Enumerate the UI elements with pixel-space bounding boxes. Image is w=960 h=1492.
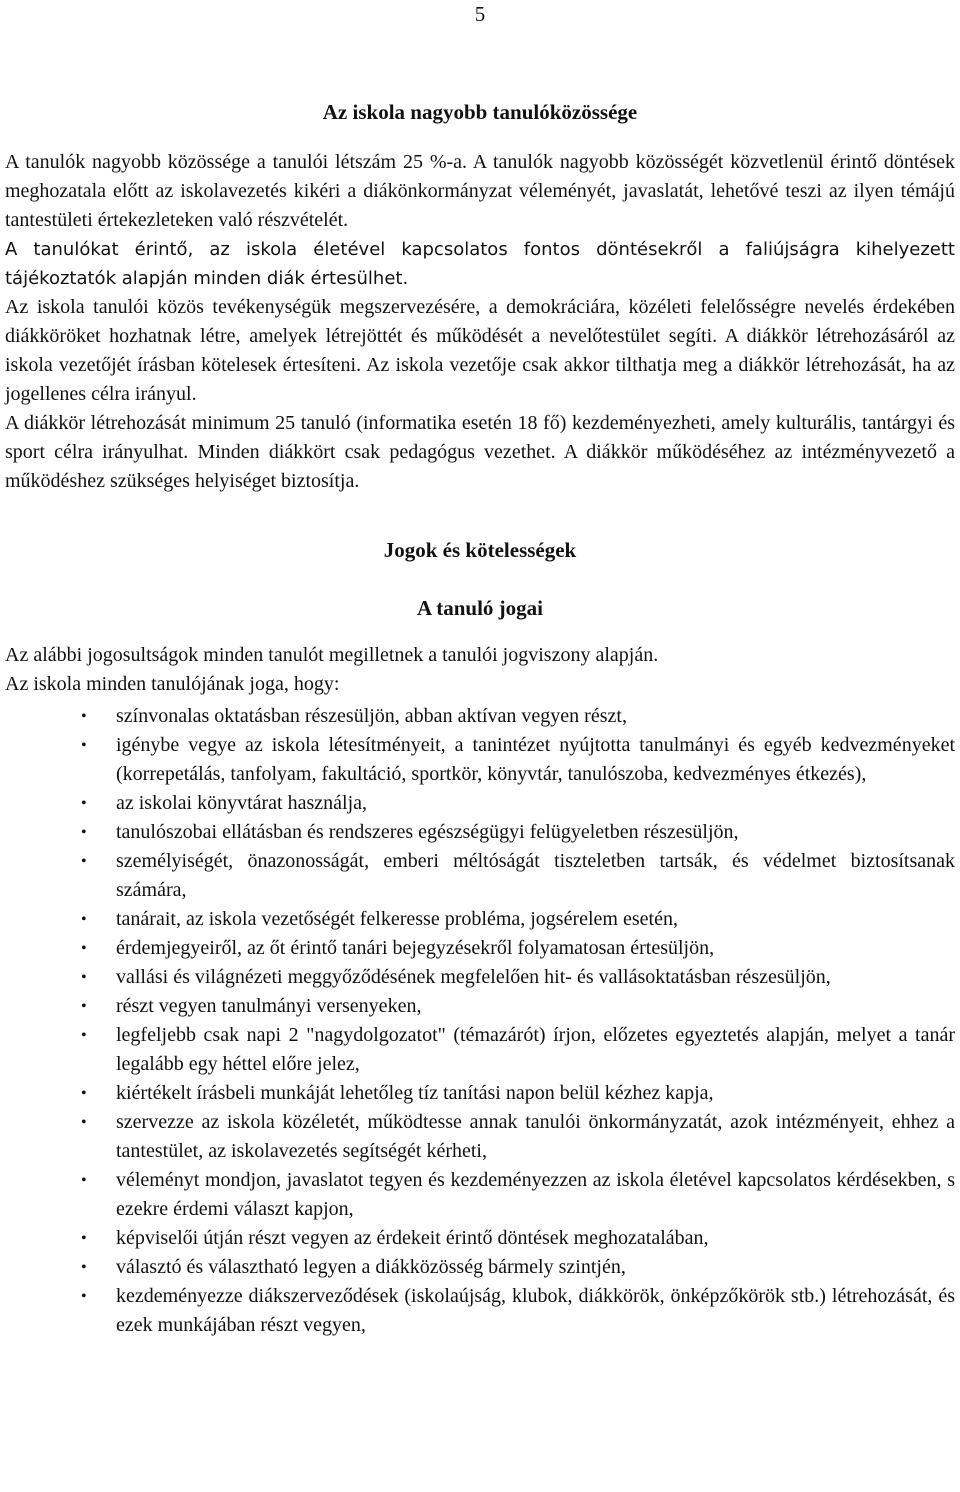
list-item-text: véleményt mondjon, javaslatot tegyen és kezdeményezzen az iskola életével kapcsolatos kérdésekben, s ezekre érdemi választ kapjon,	[116, 1169, 955, 1220]
list-item	[5, 1108, 955, 1166]
list-item-text: kiértékelt írásbeli munkáját lehetőleg tíz tanítási napon belül kézhez kapja,	[116, 1082, 714, 1104]
section-title-community: Az iskola nagyobb tanulóközössége	[322, 100, 638, 124]
paragraph-club-founding: A diákkör létrehozását minimum 25 tanuló (informatika esetén 18 fő) kezdeményezheti, amely kulturális, tantárgyi és sport célra irányulhat. Minden diákkört csak pedagógus vezethet. A diákkör működéséhez az intézményvezető a működéshez szükséges helyiséget biztosítja.	[5, 412, 955, 492]
list-item-text: személyiségét, önazonosságát, emberi méltóságát tiszteletben tartsák, és védelmet biztosítsanak számára,	[116, 850, 955, 901]
page-number: 5	[474, 2, 486, 26]
list-item	[5, 963, 955, 992]
paragraph-student-clubs: Az iskola tanulói közös tevékenységük megszervezésére, a demokráciára, közéleti felelősségre nevelés érdekében diákköröket hozhatnak létre, amelyek létrejöttét és működését a nevelőtestület segíti. A diákkör létrehozásáról az iskola vezetőjét írásban kötelesek értesíteni. Az iskola vezetője csak akkor tilthatja meg a diákkör létrehozását, ha az jogellenes célra irányul.	[5, 296, 955, 405]
paragraph-community-size: A tanulók nagyobb közössége a tanulói létszám 25 %-a. A tanulók nagyobb közösségét közvetlenül érintő döntések meghozatala előtt az iskolavezetés kikéri a diákönkormányzat véleményét, javaslatát, lehetővé teszi az ilyen témájú tantestületi értekezleteken való részvételét.	[5, 151, 955, 231]
bullet-icon: •	[81, 1027, 87, 1044]
bullet-icon: •	[81, 1114, 87, 1131]
list-item	[5, 847, 955, 905]
bullet-icon: •	[81, 824, 87, 841]
bullet-icon: •	[81, 737, 87, 754]
bullet-icon: •	[81, 795, 87, 812]
bullet-icon: •	[81, 998, 87, 1015]
paragraph-rights-lead: Az iskola minden tanulójának joga, hogy:	[5, 673, 340, 695]
list-item-text: az iskolai könyvtárat használja,	[116, 792, 368, 814]
bullet-icon: •	[81, 1288, 87, 1305]
list-item	[5, 702, 955, 731]
list-item-text: választó és választható legyen a diákközösség bármely szintjén,	[116, 1256, 626, 1278]
bullet-icon: •	[81, 969, 87, 986]
list-item-text: részt vegyen tanulmányi versenyeken,	[116, 995, 422, 1017]
section-title-rights-duties: Jogok és kötelességek	[383, 538, 577, 562]
document-body	[5, 100, 955, 1340]
list-item-text: legfeljebb csak napi 2 "nagydolgozatot" (témazárót) írjon, előzetes egyeztetés alapján, melyet a tanár legalább egy héttel előre jelez,	[116, 1024, 955, 1075]
list-item-text: tanárait, az iskola vezetőségét felkeresse probléma, jogsérelem esetén,	[116, 908, 678, 930]
section-subtitle-student-rights: A tanuló jogai	[416, 596, 544, 620]
paragraph-rights-intro: Az alábbi jogosultságok minden tanulót megilletnek a tanulói jogviszony alapján.	[5, 644, 659, 666]
bullet-icon: •	[81, 940, 87, 957]
paragraph-notice-board: A tanulókat érintő, az iskola életével kapcsolatos fontos döntésekről a faliújságra kihelyezett tájékoztatók alapján minden diák értesülhet.	[5, 239, 955, 289]
list-item-text: színvonalas oktatásban részesüljön, abban aktívan vegyen részt,	[116, 705, 627, 727]
list-item	[5, 818, 955, 847]
list-item-text: tanulószobai ellátásban és rendszeres egészségügyi felügyeletben részesüljön,	[116, 821, 739, 843]
bullet-icon: •	[81, 911, 87, 928]
list-item	[5, 731, 955, 789]
list-item-text: igénybe vegye az iskola létesítményeit, a tanintézet nyújtotta tanulmányi és egyéb kedvezményeket (korrepetálás, tanfolyam, fakultáció, sportkör, könyvtár, tanulószoba, kedvezményes étkezés),	[116, 734, 955, 785]
list-item-text: vallási és világnézeti meggyőződésének megfelelően hit- és vallásoktatásban részesüljön,	[116, 966, 831, 988]
list-item	[5, 1253, 955, 1282]
bullet-icon: •	[81, 1172, 87, 1189]
list-item	[5, 905, 955, 934]
list-item-text: szervezze az iskola közéletét, működtesse annak tanulói önkormányzatát, azok intézményeit, ehhez a tantestület, az iskolavezetés segítségét kérheti,	[116, 1111, 955, 1162]
list-item	[5, 1282, 955, 1340]
rights-list	[5, 702, 955, 1340]
bullet-icon: •	[81, 853, 87, 870]
list-item-text: érdemjegyeiről, az őt érintő tanári bejegyzésekről folyamatosan értesüljön,	[116, 937, 715, 959]
list-item-text: képviselői útján részt vegyen az érdekeit érintő döntések meghozatalában,	[116, 1227, 709, 1249]
bullet-icon: •	[81, 1259, 87, 1276]
list-item	[5, 1224, 955, 1253]
list-item	[5, 992, 955, 1021]
list-item-text: kezdeményezze diákszerveződések (iskolaújság, klubok, diákkörök, önképzőkörök stb.) létrehozását, és ezek munkájában részt vegyen,	[116, 1285, 955, 1336]
bullet-icon: •	[81, 708, 87, 725]
bullet-icon: •	[81, 1085, 87, 1102]
bullet-icon: •	[81, 1230, 87, 1247]
list-item	[5, 1021, 955, 1079]
list-item	[5, 934, 955, 963]
list-item	[5, 1079, 955, 1108]
list-item	[5, 789, 955, 818]
list-item	[5, 1166, 955, 1224]
